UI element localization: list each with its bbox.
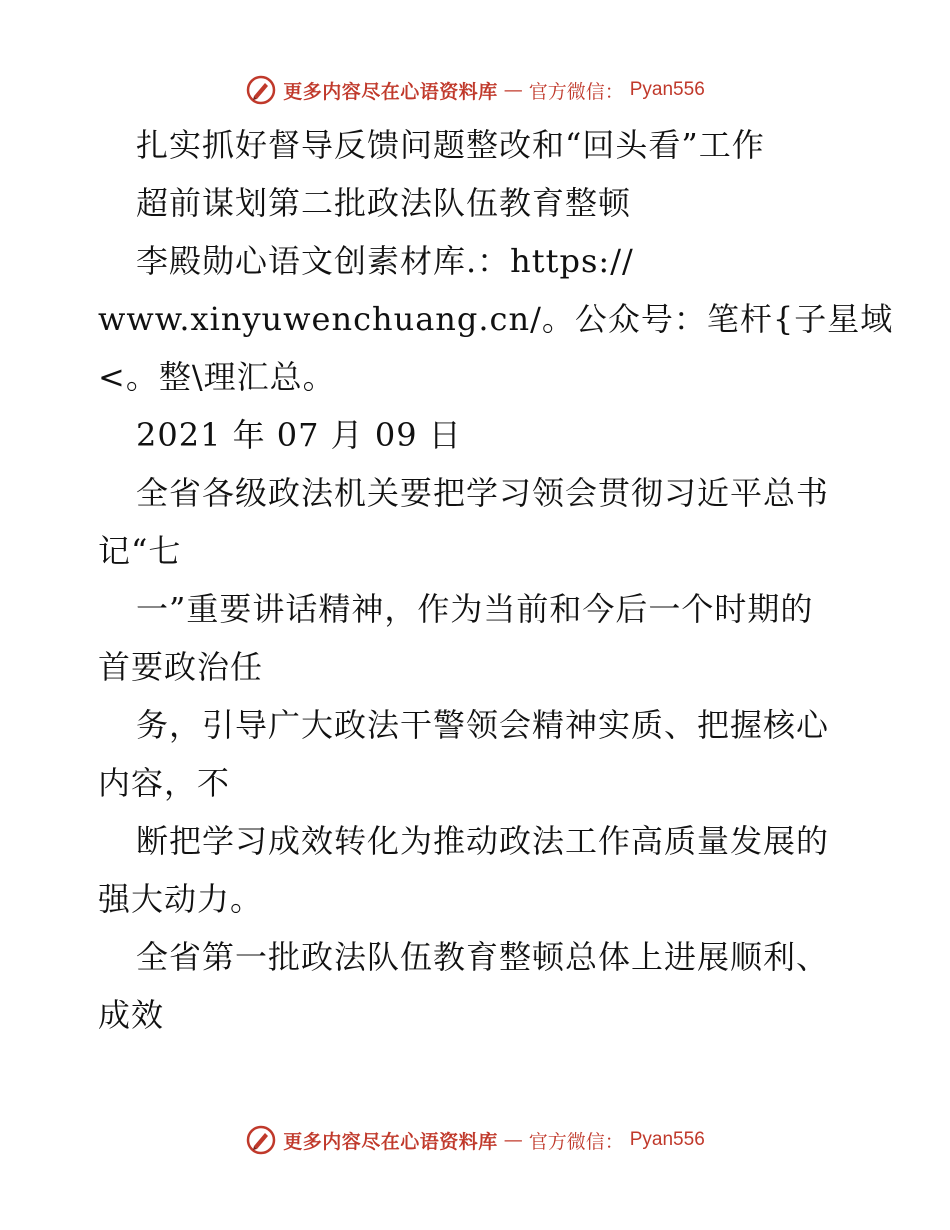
text-line: 一”重要讲话精神，作为当前和今后一个时期的: [136, 590, 814, 628]
text-line: www.xinyuwenchuang.cn/。公众号：笔杆{子星域: [98, 300, 894, 338]
text-line: 记“七: [98, 532, 182, 570]
footer-watermark: [0, 1122, 950, 1158]
text-line: 2021 年 07 月 09 日: [136, 416, 462, 454]
pen-logo-icon: [245, 74, 277, 106]
text-line: 全省各级政法机关要把学习领会贯彻习近平总书: [136, 474, 830, 512]
watermark-wechat-id: Pyan556: [629, 79, 705, 100]
text-line: 首要政治任: [98, 648, 264, 686]
text-line: <。整\理汇总。: [98, 358, 336, 396]
header-watermark: [0, 72, 950, 108]
text-line: 超前谋划第二批政法队伍教育整顿: [136, 184, 632, 222]
watermark-sub-text: 官方微信：: [528, 80, 624, 103]
text-line: 务，引导广大政法干警领会精神实质、把握核心: [136, 706, 830, 744]
text-line: 强大动力。: [98, 880, 264, 918]
watermark-wechat-id: Pyan556: [629, 1129, 705, 1150]
watermark-dash: —: [503, 1129, 523, 1151]
watermark-main-text: 更多内容尽在心语资料库: [283, 1130, 498, 1153]
text-line: 内容，不: [98, 764, 231, 802]
watermark-dash: —: [503, 79, 523, 101]
watermark-main-text: 更多内容尽在心语资料库: [283, 80, 498, 103]
text-line: 断把学习成效转化为推动政法工作高质量发展的: [136, 822, 830, 860]
text-line: 李殿勋心语文创素材库.：https://: [136, 242, 634, 280]
watermark-sub-text: 官方微信：: [528, 1130, 624, 1153]
text-line: 全省第一批政法队伍教育整顿总体上进展顺利、: [136, 938, 830, 976]
text-line: 扎实抓好督导反馈问题整改和“回头看”工作: [136, 126, 765, 164]
document-body: [98, 122, 894, 1050]
text-line: 成效: [98, 996, 165, 1034]
pen-logo-icon: [245, 1124, 277, 1156]
